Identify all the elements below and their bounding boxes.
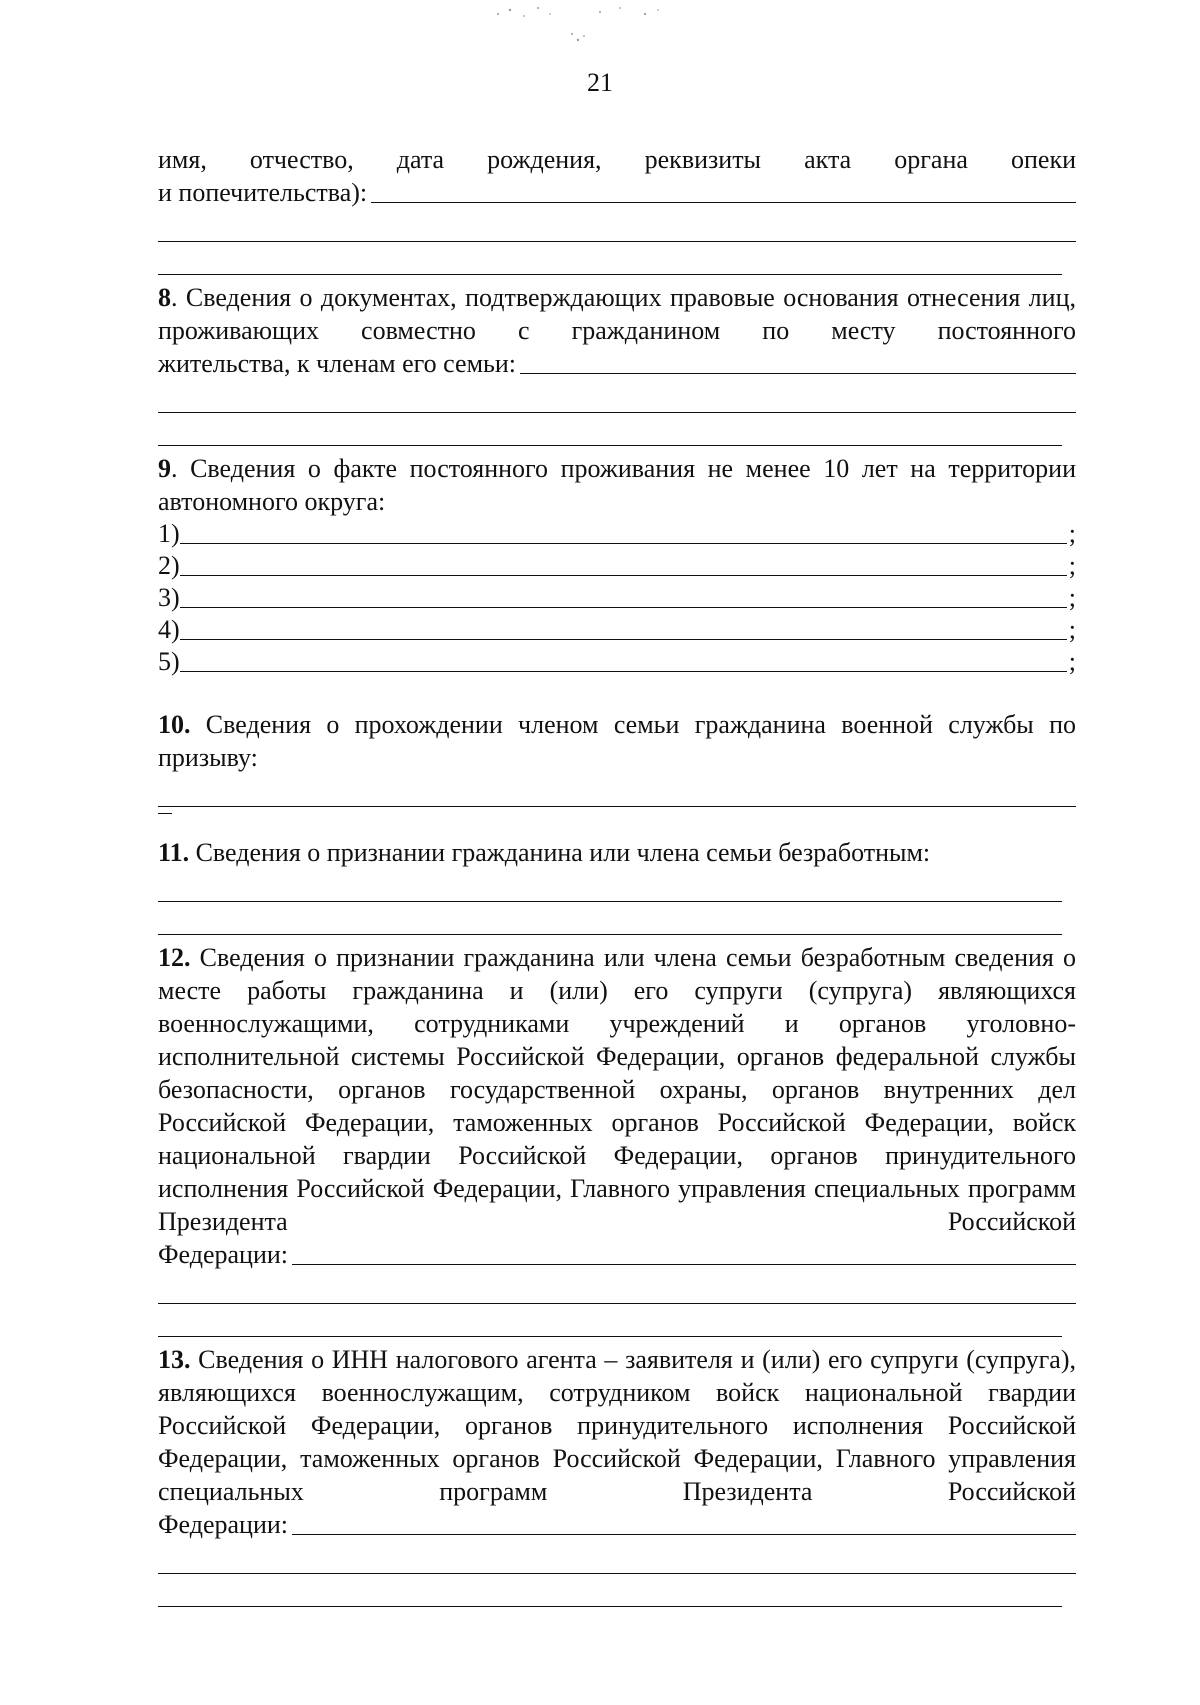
section-8-tail-label: жительства, к членам его семьи:	[158, 349, 517, 378]
section-12-blank-line-1[interactable]	[158, 1271, 1076, 1304]
section-12	[158, 941, 1076, 1337]
section-10-text	[158, 708, 1076, 774]
section-9-text	[158, 452, 1076, 518]
section-9-item-4-field[interactable]	[180, 615, 1067, 640]
section-11-blank-line-1[interactable]	[158, 869, 1062, 902]
section-9-item-4	[158, 614, 1076, 646]
section-11-blank-line-2[interactable]	[158, 902, 1062, 935]
list-end: ;	[1068, 551, 1076, 580]
list-end: ;	[1068, 647, 1076, 676]
section-8-text	[158, 281, 1076, 347]
section-13-number: 13.	[158, 1345, 191, 1374]
section-10-number: 10.	[158, 710, 191, 739]
section-9-item-5	[158, 646, 1076, 678]
section-9	[158, 452, 1076, 678]
section-7-blank-line-1[interactable]	[158, 209, 1076, 242]
list-index: 3)	[158, 583, 180, 612]
section-12-inline-field[interactable]	[292, 1240, 1076, 1265]
section-13-tail-label: Федерации:	[158, 1510, 289, 1539]
section-13-heading: Сведения о ИНН налогового агента – заявителя и (или) его супруги (супруга), являющихся военнослужащим, сотрудником войск национальной гвардии Российской Федерации, органов принудительного исполнения Российской Федерации, таможенных органов Российской Федерации, Главного управления специальных программ Президента Российской	[158, 1345, 1076, 1506]
section-8	[158, 281, 1076, 446]
section-10	[158, 708, 1076, 814]
section-7-label: и попечительства):	[158, 178, 368, 207]
section-9-item-1-field[interactable]	[180, 519, 1067, 544]
section-9-item-1	[158, 518, 1076, 550]
section-9-heading: . Сведения о факте постоянного проживания не менее 10 лет на территории автономного округа:	[158, 454, 1076, 516]
section-12-number: 12.	[158, 943, 191, 972]
section-12-text	[158, 941, 1076, 1238]
section-10-blank-line[interactable]	[158, 774, 1076, 807]
list-index: 2)	[158, 551, 180, 580]
page-number: 21	[587, 68, 613, 97]
scan-artifact-specks	[480, 0, 740, 60]
section-13-tail-row	[158, 1508, 1076, 1541]
section-12-heading: Сведения о признании гражданина или члена семьи безработным сведения о месте работы гражданина и (или) его супруги (супруга) являющихся военнослужащими, сотрудниками учреждений и органов уголовно-исполнительной системы Российской Федерации, органов федеральной службы безопасности, органов государственной охраны, органов внутренних дел Российской Федерации, таможенных органов Российской Федерации, войск национальной гвардии Российской Федерации, органов принудительного исполнения Российской Федерации, Главного управления специальных программ Президента Российской	[158, 943, 1076, 1236]
section-8-tail-row	[158, 347, 1076, 380]
section-13	[158, 1343, 1076, 1607]
section-7-inline-field[interactable]	[371, 178, 1076, 203]
section-13-blank-line-2[interactable]	[158, 1574, 1062, 1607]
section-11	[158, 836, 1076, 935]
section-13-inline-field[interactable]	[292, 1510, 1076, 1535]
section-9-item-5-field[interactable]	[180, 647, 1067, 672]
list-index: 4)	[158, 615, 180, 644]
list-index: 1)	[158, 519, 180, 548]
section-12-blank-line-2[interactable]	[158, 1304, 1062, 1337]
section-8-number: 8	[158, 283, 171, 312]
section-9-item-3	[158, 582, 1076, 614]
section-11-text	[158, 836, 1076, 869]
section-12-tail-label: Федерации:	[158, 1240, 289, 1269]
form-content	[158, 143, 1076, 1607]
list-end: ;	[1068, 519, 1076, 548]
section-13-text	[158, 1343, 1076, 1508]
section-10-heading: Сведения о прохождении членом семьи гражданина военной службы по призыву:	[158, 710, 1076, 772]
section-8-inline-field[interactable]	[520, 349, 1076, 374]
section-13-blank-line-1[interactable]	[158, 1541, 1076, 1574]
section-9-item-2-field[interactable]	[180, 551, 1067, 576]
section-7-continuation	[158, 143, 1076, 275]
section-7-line-1: имя, отчество, дата рождения, реквизиты акта органа опеки	[158, 145, 1076, 174]
section-9-item-2	[158, 550, 1076, 582]
list-end: ;	[1068, 615, 1076, 644]
section-9-item-3-field[interactable]	[180, 583, 1067, 608]
section-7-blank-line-2[interactable]	[158, 242, 1062, 275]
section-7-line-2	[158, 176, 1076, 209]
section-9-number: 9	[158, 454, 171, 483]
section-8-heading: . Сведения о документах, подтверждающих правовые основания отнесения лиц, проживающих совместно с гражданином по месту постоянного	[158, 283, 1076, 345]
section-8-blank-line-1[interactable]	[158, 380, 1076, 413]
list-index: 5)	[158, 647, 180, 676]
list-end: ;	[1068, 583, 1076, 612]
section-11-number: 11.	[158, 838, 190, 867]
section-11-heading: Сведения о признании гражданина или члена семьи безработным:	[189, 838, 931, 867]
section-8-blank-line-2[interactable]	[158, 413, 1062, 446]
section-12-tail-row	[158, 1238, 1076, 1271]
